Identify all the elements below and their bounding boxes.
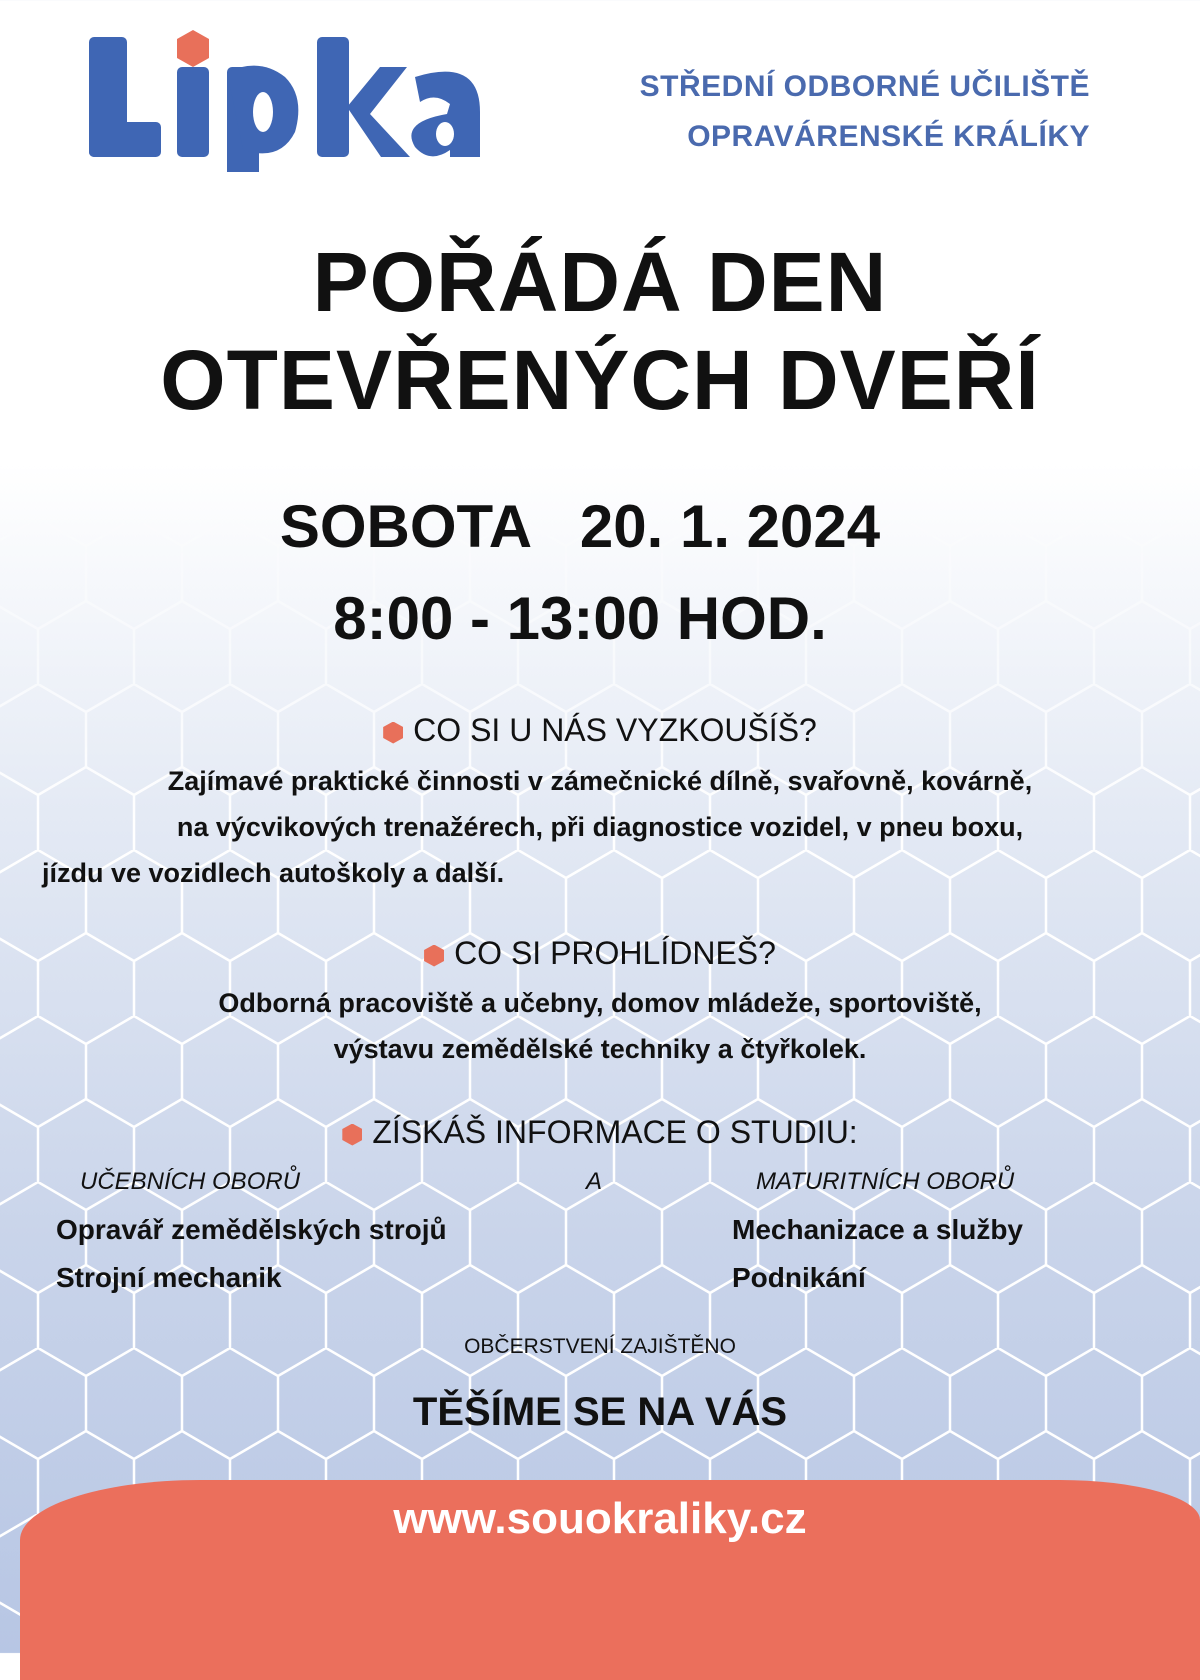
section-see-heading: [0, 933, 1200, 973]
event-day: SOBOTA: [279, 493, 530, 560]
body-line: jízdu ve vozidlech autoškoly a další.: [42, 858, 505, 888]
section-try-body: [0, 758, 1200, 896]
section-heading-text: CO SI PROHLÍDNEŠ?: [454, 935, 776, 971]
event-datetime: [0, 487, 1180, 659]
section-see-body: [0, 980, 1200, 1072]
body-line: výstavu zemědělské techniky a čtyřkolek.: [333, 1034, 867, 1064]
school-name-line1: STŘEDNÍ ODBORNÉ UČILIŠTĚ: [639, 70, 1090, 103]
study-column-apprentice: [56, 1158, 447, 1302]
section-heading-text: ZÍSKÁŠ INFORMACE O STUDIU:: [372, 1114, 858, 1150]
event-title: [0, 233, 1200, 429]
welcome-text: TĚŠÍME SE NA VÁS: [412, 1390, 788, 1434]
title-line1: POŘÁDÁ DEN: [312, 235, 888, 329]
title-line2: OTEVŘENÝCH DVEŘÍ: [160, 333, 1040, 427]
study-item: Mechanizace a služby: [732, 1214, 1024, 1245]
event-date: 20. 1. 2024: [579, 493, 881, 560]
body-line: Zajímavé praktické činnosti v zámečnické dílně, svařovně, kovárně,: [167, 766, 1033, 796]
hexagon-bullet-icon: [383, 722, 403, 744]
refreshments-note: OBČERSTVENÍ ZAJIŠTĚNO: [464, 1335, 736, 1358]
website-link[interactable]: www.souokraliky.cz: [393, 1494, 807, 1543]
section-heading-text: CO SI U NÁS VYZKOUŠÍŠ?: [413, 712, 817, 748]
lipka-logo: [85, 22, 485, 172]
study-connector-text: A: [586, 1168, 603, 1195]
school-name: [640, 62, 1090, 162]
body-line: Odborná pracoviště a učebny, domov mládeže, sportoviště,: [218, 988, 982, 1018]
study-column-maturita: [732, 1158, 1023, 1302]
study-left-heading: UČEBNÍCH OBORŮ: [80, 1168, 301, 1195]
section-try-heading: [0, 710, 1200, 750]
section-study-heading: [0, 1112, 1200, 1152]
study-right-heading: MATURITNÍCH OBORŮ: [756, 1168, 1015, 1195]
study-item: Opravář zemědělských strojů: [56, 1214, 447, 1245]
hexagon-bullet-icon: [424, 945, 444, 967]
study-connector: [586, 1158, 602, 1206]
study-item: Strojní mechanik: [56, 1262, 282, 1293]
school-name-line2: OPRAVÁRENSKÉ KRÁLÍKY: [687, 120, 1090, 153]
hexagon-bullet-icon: [342, 1124, 362, 1146]
event-time: 8:00 - 13:00 HOD.: [333, 585, 827, 652]
study-item: Podnikání: [732, 1262, 866, 1293]
body-line: na výcvikových trenažérech, při diagnostice vozidel, v pneu boxu,: [176, 812, 1024, 842]
